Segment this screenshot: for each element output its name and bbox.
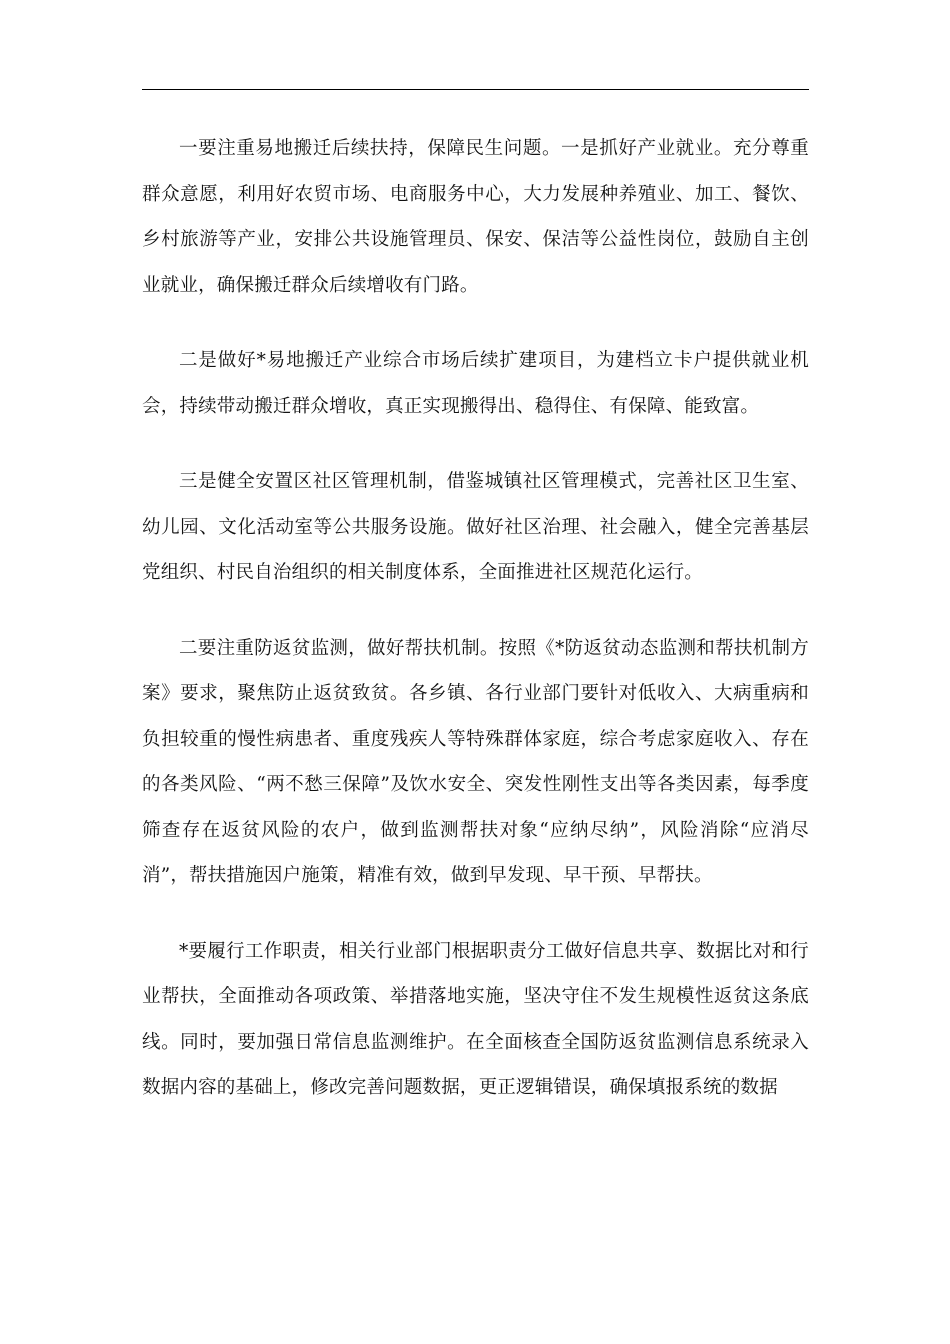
paragraph-relocation-support: 一要注重易地搬迁后续扶持，保障民生问题。一是抓好产业就业。充分尊重群众意愿，利用好农贸市场、电商服务中心，大力发展种养殖业、加工、餐饮、乡村旅游等产业，安排公共设施管理员、保安、保洁等公益性岗位，鼓励自主创业就业，确保搬迁群众后续增收有门路。 — [142, 138, 809, 296]
paragraph-market-expansion: 二是做好*易地搬迁产业综合市场后续扩建项目，为建档立卡户提供就业机会，持续带动搬迁群众增收，真正实现搬得出、稳得住、有保障、能致富。 — [142, 350, 809, 417]
document-body — [142, 126, 809, 1111]
paragraph-work-responsibilities: *要履行工作职责，相关行业部门根据职责分工做好信息共享、数据比对和行业帮扶，全面推动各项政策、举措落地实施，坚决守住不发生规模性返贫这条底线。同时，要加强日常信息监测维护。在全面核查全国防返贫监测信息系统录入数据内容的基础上，修改完善问题数据，更正逻辑错误，确保填报系统的数据 — [142, 940, 809, 1098]
paragraph-community-management: 三是健全安置区社区管理机制，借鉴城镇社区管理模式，完善社区卫生室、幼儿园、文化活动室等公共服务设施。做好社区治理、社会融入，健全完善基层党组织、村民自治组织的相关制度体系，全面推进社区规范化运行。 — [142, 471, 809, 583]
paragraph-poverty-monitoring: 二要注重防返贫监测，做好帮扶机制。按照《*防返贫动态监测和帮扶机制方案》要求，聚焦防止返贫致贫。各乡镇、各行业部门要针对低收入、大病重病和负担较重的慢性病患者、重度残疾人等特殊群体家庭，综合考虑家庭收入、存在的各类风险、“两不愁三保障”及饮水安全、突发性刚性支出等各类因素，每季度筛查存在返贫风险的农户，做到监测帮扶对象“应纳尽纳”，风险消除“应消尽消”，帮扶措施因户施策，精准有效，做到早发现、早干预、早帮扶。 — [142, 637, 809, 886]
header-rule — [142, 89, 809, 90]
